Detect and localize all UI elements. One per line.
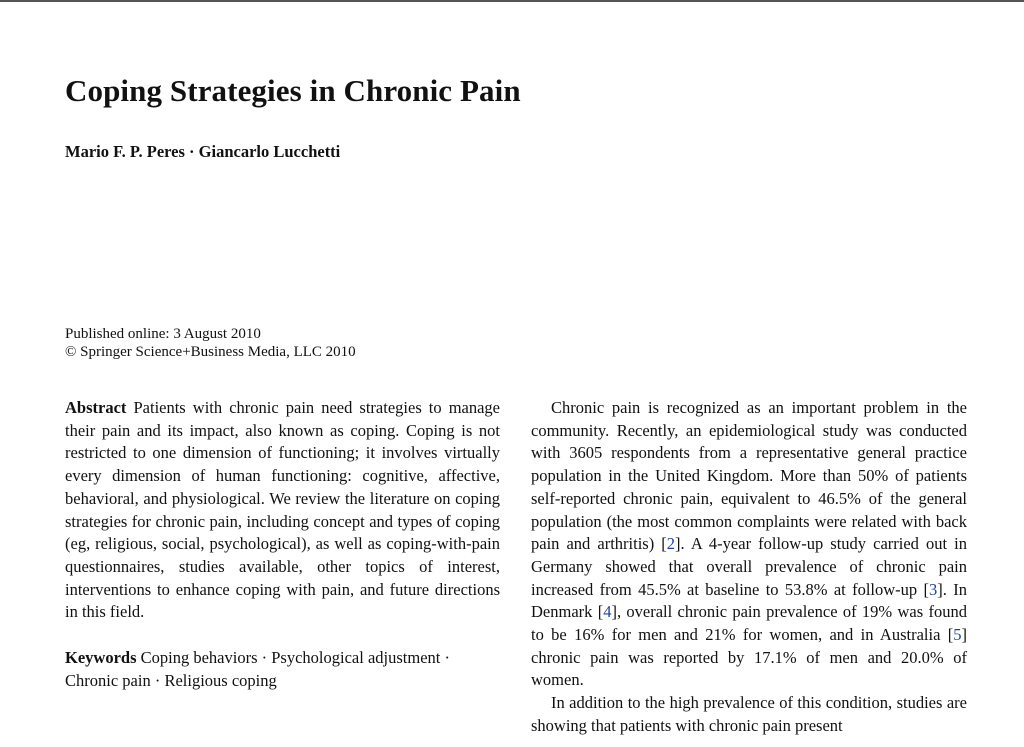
keywords [65,647,500,692]
left-column [65,397,500,692]
abstract-text: Patients with chronic pain need strategies to manage their pain and its impact, also known as coping. Coping is not restricted to one dimension of functioning; it involves virtually every dimension of human functioning: cognitive, affective, behavioral, and physiological. We review the literature on coping strategies for chronic pain, including concept and types of coping (eg, religious, social, psychological), as well as coping-with-pain questionnaires, studies available, other topics of interest, interventions to enhance coping with pain, and future directions in this field. [65,398,501,622]
keyword-separator: · [154,670,161,690]
keyword-separator: · [444,648,450,668]
abstract-label: Abstract [65,398,127,417]
published-date: Published online: 3 August 2010 [65,326,261,342]
keyword-item: Coping behaviors [140,648,258,668]
body-paragraph-1: Chronic pain is recognized as an important problem in the community. Recently, an epidemiological study was conducted with 3605 respondents from a representative general practice population in the United Kingdom. More than 50% of patients self-reported chronic pain, equivalent to 46.5% of the general population (the most common complaints were related with back pain and arthritis) [2]. A 4-year follow-up study carried out in Germany showed that overall prevalence of chronic pain increased from 45.5% at baseline to 53.8% at follow-up [3]. In Denmark [4], overall chronic pain prevalence of 19% was found to be 16% for men and 21% for women, and in Australia [5] chronic pain was reported by 17.1% of men and 20.0% of women. [531,398,968,690]
citation-link[interactable]: 3 [929,579,938,599]
keyword-item: Religious coping [164,670,277,690]
citation-link[interactable]: 4 [603,602,612,622]
publication-info [65,325,356,361]
body-text: . A 4-year follow-up study carried out in Germany showed that overall prevalence of chronic pain increased from 45.5% at baseline to 53.8% at follow-up [531,534,968,599]
body-text: chronic pain was reported by 17.1% of men and 20.0% of women. [531,647,967,690]
copyright-line: © Springer Science+Business Media, LLC 2010 [65,344,356,360]
citation-link[interactable]: 2 [666,534,676,554]
right-column [531,397,967,738]
body-paragraph-2: In addition to the high prevalence of this condition, studies are showing that patients with chronic pain present [531,693,967,735]
keywords-label: Keywords [65,648,137,668]
top-border [0,0,1024,2]
keyword-item: Chronic pain [65,670,151,690]
citation-link[interactable]: 5 [953,625,962,645]
body-text: Chronic pain is recognized as an important problem in the community. Recently, an epidemiological study was conducted with 3605 respondents from a representative general practice population in the United Kingdom. More than 50% of patients self-reported chronic pain, equivalent to 46.5% of the general population (the most common complaints were related with back pain and arthritis) [531,398,967,554]
abstract [65,397,500,624]
keyword-item: Psychological adjustment [271,648,441,668]
body-text: , overall chronic pain prevalence of 19% was found to be 16% for men and 21% for women, and in Australia [531,602,967,645]
body-text: . In Denmark [531,579,967,622]
article-title: Coping Strategies in Chronic Pain [65,73,521,108]
authors: Mario F. P. Peres · Giancarlo Lucchetti [65,142,341,161]
keyword-separator: · [261,648,268,668]
